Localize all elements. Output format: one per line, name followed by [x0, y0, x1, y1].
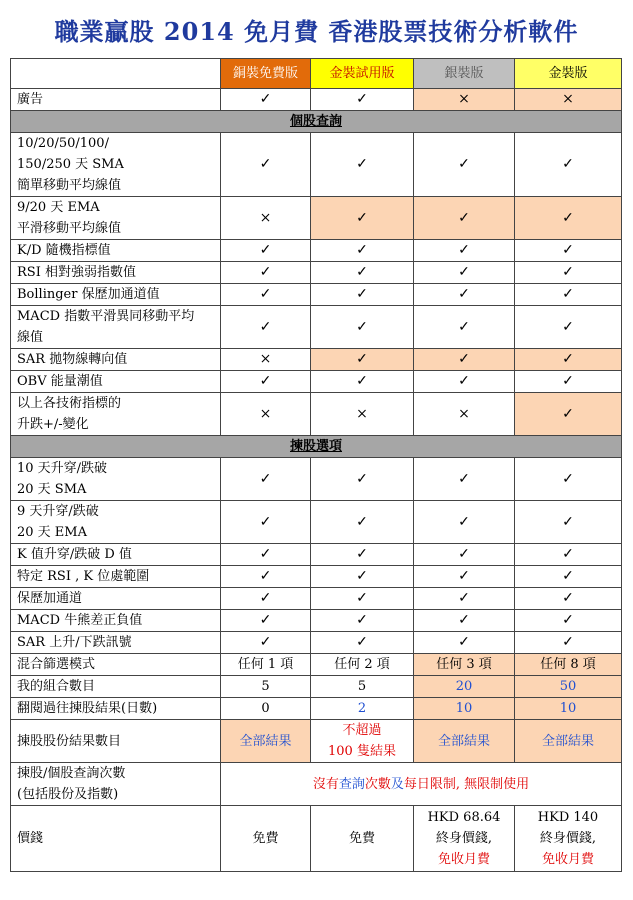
col-gold-trial: 金裝試用版 — [311, 59, 414, 89]
feature-label: 廣告 — [11, 89, 221, 111]
check-icon: ✓ — [515, 133, 622, 197]
feature-label — [11, 458, 221, 501]
check-icon: ✓ — [515, 240, 622, 262]
check-icon: ✓ — [414, 501, 515, 544]
check-icon: ✓ — [221, 501, 311, 544]
comparison-table — [10, 58, 622, 872]
silver-price-cell — [414, 806, 515, 872]
cell-value: 任何 1 項 — [221, 654, 311, 676]
feature-label: 保歷加通道 — [11, 588, 221, 610]
cell-value-line: 不超過 — [342, 723, 382, 738]
cell-value: 全部結果 — [414, 720, 515, 763]
check-icon: ✓ — [414, 133, 515, 197]
cell-value — [311, 720, 414, 763]
note-part: , 無限制使用 — [455, 776, 530, 792]
table-row-sma-cross — [11, 458, 622, 501]
feature-label — [11, 763, 221, 806]
table-row-results-count — [11, 720, 622, 763]
check-icon: ✓ — [311, 197, 414, 240]
cell-value: 任何 3 項 — [414, 654, 515, 676]
check-icon: ✓ — [221, 610, 311, 632]
check-icon: ✓ — [414, 349, 515, 371]
check-icon: ✓ — [221, 306, 311, 349]
check-icon: ✓ — [221, 240, 311, 262]
feature-label-line: (包括股份及指數) — [17, 787, 119, 802]
col-gold: 金裝版 — [515, 59, 622, 89]
cross-icon: × — [221, 197, 311, 240]
table-row-sar-pick — [11, 632, 622, 654]
table-row-kd-cross — [11, 544, 622, 566]
check-icon: ✓ — [515, 197, 622, 240]
feature-label: 特定 RSI , K 位處範圍 — [11, 566, 221, 588]
table-row-kd — [11, 240, 622, 262]
check-icon: ✓ — [515, 544, 622, 566]
check-icon: ✓ — [414, 284, 515, 306]
check-icon: ✓ — [311, 284, 414, 306]
table-row-history — [11, 698, 622, 720]
feature-label — [11, 197, 221, 240]
feature-label: MACD 牛熊差正負值 — [11, 610, 221, 632]
check-icon: ✓ — [515, 371, 622, 393]
table-row-rsi — [11, 262, 622, 284]
check-icon: ✓ — [221, 371, 311, 393]
table-row-sma — [11, 133, 622, 197]
feature-label-line: 10 天升穿/跌破 — [17, 461, 108, 476]
cell-value: 免費 — [311, 806, 414, 872]
table-row-sar — [11, 349, 622, 371]
col-bronze-free: 銅裝免費版 — [221, 59, 311, 89]
feature-label: 揀股股份結果數目 — [11, 720, 221, 763]
feature-label: RSI 相對強弱指數值 — [11, 262, 221, 284]
check-icon: ✓ — [515, 393, 622, 436]
check-icon: ✓ — [221, 458, 311, 501]
check-icon: ✓ — [311, 544, 414, 566]
feature-label: 混合篩選模式 — [11, 654, 221, 676]
table-row-macd — [11, 306, 622, 349]
check-icon: ✓ — [221, 588, 311, 610]
feature-label — [11, 306, 221, 349]
table-row-rsi-range — [11, 566, 622, 588]
table-row-bollinger — [11, 284, 622, 306]
header-row — [11, 59, 622, 89]
check-icon: ✓ — [515, 458, 622, 501]
check-icon: ✓ — [311, 458, 414, 501]
check-icon: ✓ — [311, 632, 414, 654]
section-header-stock-query — [11, 111, 622, 133]
check-icon: ✓ — [221, 262, 311, 284]
check-icon: ✓ — [221, 133, 311, 197]
feature-label: 翻閱過往揀股結果(日數) — [11, 698, 221, 720]
check-icon: ✓ — [311, 349, 414, 371]
cell-value: 任何 8 項 — [515, 654, 622, 676]
note-part: 及 — [390, 776, 404, 792]
cell-value: 5 — [221, 676, 311, 698]
cell-value: 10 — [414, 698, 515, 720]
note-part: 每日限制 — [403, 776, 456, 792]
feature-label: 我的組合數目 — [11, 676, 221, 698]
feature-label: Bollinger 保歷加通道值 — [11, 284, 221, 306]
price-amount: HKD 68.64 — [427, 810, 501, 825]
note-part: 查詢 — [338, 776, 365, 792]
check-icon: ✓ — [414, 306, 515, 349]
feature-label-line: MACD 指數平滑異同移動平均 — [17, 309, 195, 324]
cross-icon: × — [414, 89, 515, 111]
check-icon: ✓ — [311, 306, 414, 349]
price-lifetime: 終身價錢, — [539, 831, 597, 846]
check-icon: ✓ — [515, 632, 622, 654]
table-row-price — [11, 806, 622, 872]
note-part: 沒有 — [312, 776, 339, 792]
check-icon: ✓ — [515, 588, 622, 610]
check-icon: ✓ — [311, 588, 414, 610]
feature-label: OBV 能量潮值 — [11, 371, 221, 393]
note-part: 次數 — [364, 776, 391, 792]
check-icon: ✓ — [311, 262, 414, 284]
table-row-obv — [11, 371, 622, 393]
cell-value: 5 — [311, 676, 414, 698]
feature-label-line: 10/20/50/100/ — [17, 136, 109, 151]
feature-label-line: 以上各技術指標的 — [17, 396, 122, 411]
feature-label-line: 9/20 天 EMA — [17, 200, 100, 215]
unlimited-note — [221, 763, 622, 806]
check-icon: ✓ — [414, 262, 515, 284]
check-icon: ✓ — [311, 610, 414, 632]
table-row-ads — [11, 89, 622, 111]
check-icon: ✓ — [414, 240, 515, 262]
gold-price-cell — [515, 806, 622, 872]
check-icon: ✓ — [515, 306, 622, 349]
feature-label-line: 20 天 EMA — [17, 525, 87, 540]
check-icon: ✓ — [311, 501, 414, 544]
feature-label — [11, 393, 221, 436]
feature-label-line: 150/250 天 SMA — [17, 157, 124, 172]
check-icon: ✓ — [414, 566, 515, 588]
feature-label-line: 升跌+/-變化 — [17, 417, 89, 432]
cell-value: 2 — [311, 698, 414, 720]
check-icon: ✓ — [221, 284, 311, 306]
cell-value: 任何 2 項 — [311, 654, 414, 676]
section-title: 揀股選項 — [11, 436, 622, 458]
feature-label: 價錢 — [11, 806, 221, 872]
cell-value: 全部結果 — [515, 720, 622, 763]
check-icon: ✓ — [221, 544, 311, 566]
check-icon: ✓ — [311, 566, 414, 588]
cross-icon: × — [515, 89, 622, 111]
check-icon: ✓ — [221, 89, 311, 111]
cross-icon: × — [221, 349, 311, 371]
cross-icon: × — [221, 393, 311, 436]
check-icon: ✓ — [515, 284, 622, 306]
check-icon: ✓ — [311, 133, 414, 197]
check-icon: ✓ — [515, 566, 622, 588]
price-amount: HKD 140 — [537, 810, 599, 825]
feature-label-line: 平滑移動平均線值 — [17, 221, 122, 236]
feature-label-line: 9 天升穿/跌破 — [17, 504, 99, 519]
check-icon: ✓ — [414, 610, 515, 632]
cell-value: 0 — [221, 698, 311, 720]
check-icon: ✓ — [311, 240, 414, 262]
feature-label-line: 20 天 SMA — [17, 482, 87, 497]
feature-label-line: 線值 — [17, 330, 44, 345]
cell-value: 50 — [515, 676, 622, 698]
check-icon: ✓ — [311, 371, 414, 393]
cross-icon: × — [414, 393, 515, 436]
check-icon: ✓ — [414, 544, 515, 566]
table-row-indicator-change — [11, 393, 622, 436]
feature-label — [11, 133, 221, 197]
page-title: 職業贏股 2014 免月費 香港股票技術分析軟件 — [54, 17, 579, 46]
price-no-monthly-fee: 免收月費 — [437, 852, 490, 867]
feature-label: SAR 上升/下跌訊號 — [11, 632, 221, 654]
cross-icon: × — [311, 393, 414, 436]
col-silver: 銀裝版 — [414, 59, 515, 89]
feature-label-line: 簡單移動平均線值 — [17, 178, 122, 193]
cell-value: 10 — [515, 698, 622, 720]
price-no-monthly-fee: 免收月費 — [541, 852, 594, 867]
section-title: 個股查詢 — [11, 111, 622, 133]
table-row-query-count — [11, 763, 622, 806]
check-icon: ✓ — [515, 610, 622, 632]
check-icon: ✓ — [221, 632, 311, 654]
cell-value: 全部結果 — [221, 720, 311, 763]
cell-value-line: 100 隻結果 — [328, 744, 396, 759]
check-icon: ✓ — [221, 566, 311, 588]
table-row-ema-cross — [11, 501, 622, 544]
check-icon: ✓ — [515, 349, 622, 371]
check-icon: ✓ — [414, 632, 515, 654]
feature-label: K 值升穿/跌破 D 值 — [11, 544, 221, 566]
table-row-bollinger-pick — [11, 588, 622, 610]
section-header-stock-picking — [11, 436, 622, 458]
table-row-macd-pick — [11, 610, 622, 632]
header-blank — [11, 59, 221, 89]
check-icon: ✓ — [414, 458, 515, 501]
check-icon: ✓ — [414, 588, 515, 610]
price-lifetime: 終身價錢, — [435, 831, 493, 846]
feature-label-line: 揀股/個股查詢次數 — [17, 766, 126, 781]
table-row-mixed-mode — [11, 654, 622, 676]
check-icon: ✓ — [515, 501, 622, 544]
feature-label: SAR 拋物線轉向值 — [11, 349, 221, 371]
check-icon: ✓ — [311, 89, 414, 111]
table-row-portfolio — [11, 676, 622, 698]
check-icon: ✓ — [515, 262, 622, 284]
check-icon: ✓ — [414, 371, 515, 393]
feature-label — [11, 501, 221, 544]
cell-value: 免費 — [221, 806, 311, 872]
table-row-ema — [11, 197, 622, 240]
feature-label: K/D 隨機指標值 — [11, 240, 221, 262]
check-icon: ✓ — [414, 197, 515, 240]
cell-value: 20 — [414, 676, 515, 698]
